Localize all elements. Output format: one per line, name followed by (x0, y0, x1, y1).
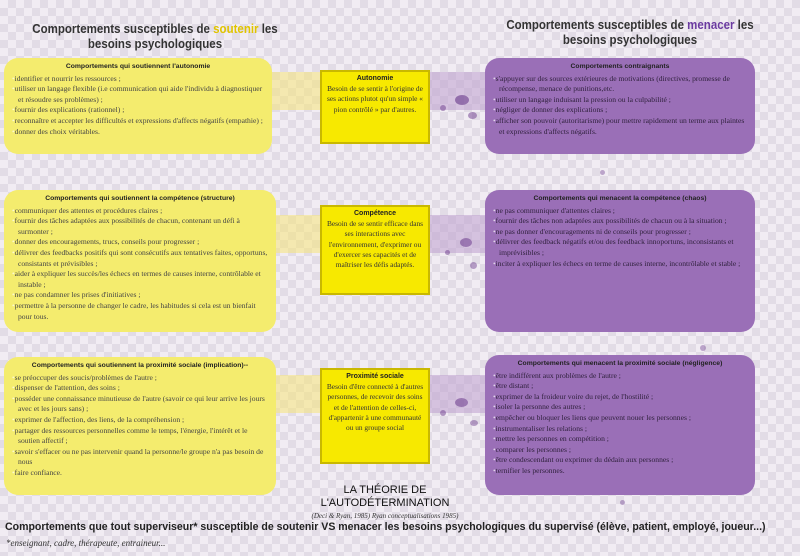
list-item: • s'appuyer sur des sources extérieures de motivations (directives, promesse de récompense, menace de punitions,etc. (493, 74, 747, 95)
list-item: • fournir des tâches adaptées aux possibilités de chacun, contenant un défi à surmonter ; (12, 216, 268, 237)
list-item: • ne pas communiquer d'attentes claires ; (493, 206, 747, 217)
left-column-title (31, 22, 279, 52)
threat-competence-box (485, 190, 755, 332)
list-item: • donner des encouragements, trucs, conseils pour progresser ; (12, 237, 268, 248)
list-item: • fournir des explications (rationnel) ; (12, 105, 264, 116)
list-item: • être distant ; (493, 381, 747, 392)
theory-line-1: LA THÉORIE DE (343, 484, 427, 496)
band-left-3 (275, 375, 325, 413)
splatter-decoration (440, 105, 446, 111)
list-item: • être indifférent aux problèmes de l'autre ; (493, 371, 747, 382)
list-item: • permettre à la personne de changer le cadre, les habitudes si cela est un bienfait pour tous. (12, 301, 268, 322)
list-item: • se préoccuper des soucis/problèmes de l'autre ; (12, 373, 268, 384)
splatter-decoration (445, 250, 450, 255)
support-competence-box (4, 190, 276, 332)
support-social-heading: Comportements qui soutiennent la proximité sociale (implication)-- (31, 362, 249, 369)
threat-autonomy-list (493, 74, 747, 138)
theory-ref-2: Ryan conceptualisations 1985) (371, 512, 459, 520)
list-item: • ne pas condamner les prises d'initiatives ; (12, 290, 268, 301)
list-item: • instrumentaliser les relations ; (493, 424, 747, 435)
list-item: • faire confiance. (12, 468, 268, 479)
footer-note: *enseignant, cadre, thérapeute, entraineur... (6, 538, 166, 548)
threat-social-heading: Comportements qui menacent la proximité sociale (négligence) (517, 360, 723, 367)
list-item: • négliger de donner des explications ; (493, 105, 747, 116)
left-title-after: les besoins psychologiques (87, 22, 278, 51)
splatter-decoration (455, 95, 469, 105)
list-item: • posséder une connaissance minutieuse de l'autre (savoir ce qui leur arrive les jours avec et les jours sans) ; (12, 394, 268, 415)
list-item: • inciter à expliquer les échecs en terme de causes interne, incontrôlable et stable ; (493, 259, 747, 270)
splatter-decoration (440, 410, 446, 416)
support-competence-list (12, 206, 268, 323)
need-social-title: Proximité sociale (346, 373, 404, 380)
list-item: • comparer les personnes ; (493, 445, 747, 456)
support-autonomy-heading: Comportements qui soutiennent l'autonomie (65, 63, 211, 70)
band-left-1 (270, 72, 325, 110)
theory-ref-1: (Deci & Ryan, 1985) (311, 512, 371, 520)
left-title-before: Comportements susceptibles de (32, 22, 214, 36)
list-item: • ternifier les personnes. (493, 466, 747, 477)
list-item: • partager des ressources personnelles comme le temps, l'énergie, l'intérêt et le soutien affectif ; (12, 426, 268, 447)
splatter-decoration (470, 262, 477, 269)
need-autonomy-text: Besoin de se sentir à l'origine de ses actions plutot qu'un simple « pion contrôlé » par d'autres. (327, 84, 423, 114)
list-item: • afficher son pouvoir (autoritarisme) pour mettre rapidement un terme aux plaintes et expressions d'affects négatifs. (493, 116, 747, 137)
list-item: • communiquer des attentes et procédures claires ; (12, 206, 268, 217)
list-item: • être condescendant ou exprimer du dédain aux personnes ; (493, 455, 747, 466)
splatter-decoration (460, 238, 472, 247)
splatter-decoration (600, 170, 605, 175)
theory-line-2: L'AUTODÉTERMINATION (320, 497, 450, 509)
need-social-text: Besoin d'être connecté à d'autres personnes, de recevoir des soins et de l'attention de celles-ci, d'appartenir à une communauté ou un groupe social (326, 382, 424, 433)
list-item: • mettre les personnes en compétition ; (493, 434, 747, 445)
right-column-title (501, 18, 759, 48)
list-item: • reconnaître et accepter les difficultés et expressions d'affects négatifs (empathie) ; (12, 116, 264, 127)
list-item: • dispenser de l'attention, des soins ; (12, 383, 268, 394)
support-autonomy-box (4, 58, 272, 154)
band-left-2 (275, 215, 325, 253)
list-item: • utiliser un langage flexible (i.e communication qui aide l'individu à diagnostiquer et résoudre ses problèmes) ; (12, 84, 264, 105)
need-competence-title: Compétence (353, 210, 396, 217)
right-title-before: Comportements susceptibles de (506, 18, 688, 32)
list-item: • savoir s'effacer ou ne pas intervenir quand la personne/le groupe n'a pas besoin de nous (12, 447, 268, 468)
list-item: • identifier et nourrir les ressources ; (12, 74, 264, 85)
list-item: • délivrer des feedback négatifs et/ou des feedback innoportuns, inconsistants et imprévisibles ; (493, 237, 747, 258)
threat-autonomy-box (485, 58, 755, 154)
list-item: • utiliser un langage induisant la pression ou la culpabilité ; (493, 95, 747, 106)
support-competence-heading: Comportements qui soutiennent la compétence (structure) (45, 195, 235, 202)
need-autonomy-box (320, 70, 430, 144)
right-title-highlight: menacer (687, 18, 735, 32)
theory-title (310, 484, 460, 523)
support-social-box (4, 357, 276, 495)
list-item: • exprimer de l'affection, des liens, de la compréhension ; (12, 415, 268, 426)
list-item: • ne pas donner d'encouragements ni de conseils pour progresser ; (493, 227, 747, 238)
need-social-box (320, 368, 430, 464)
threat-social-list (493, 371, 747, 477)
left-title-highlight: soutenir (213, 22, 259, 36)
footer-main-text: Comportements que tout superviseur* susceptible de soutenir VS menacer les besoins psychologiques du supervisé (élève, patient, employé, joueur...) (5, 521, 766, 533)
splatter-decoration (468, 112, 477, 119)
list-item: • fournir des tâches non adaptées aux possibilités de chacun ou à la situation ; (493, 216, 747, 227)
list-item: • délivrer des feedbacks positifs qui sont consécutifs aux tentatives faites, opportuns, consistants et prévisibles ; (12, 248, 268, 269)
splatter-decoration (620, 500, 625, 505)
splatter-decoration (470, 420, 478, 426)
threat-social-box (485, 355, 755, 495)
list-item: • exprimer de la froideur voire du rejet, de l'hostilité ; (493, 392, 747, 403)
band-right-3 (430, 375, 490, 413)
list-item: • aider à expliquer les succès/les échecs en termes de causes interne, contrôlable et instable ; (12, 269, 268, 290)
threat-competence-list (493, 206, 747, 270)
right-title-after: les besoins psychologiques (562, 18, 754, 47)
need-competence-text: Besoin de se sentir efficace dans ses interactions avec l'environnement, d'exprimer ou d'exercer ses capacités et de maîtriser les défis adaptés. (326, 219, 424, 270)
splatter-decoration (700, 345, 706, 351)
list-item: • empêcher ou bloquer les liens que peuvent nouer les personnes ; (493, 413, 747, 424)
splatter-decoration (455, 398, 468, 407)
support-social-list (12, 373, 268, 479)
support-autonomy-list (12, 74, 264, 138)
need-autonomy-title: Autonomie (356, 75, 394, 82)
list-item: • donner des choix véritables. (12, 127, 264, 138)
need-competence-box (320, 205, 430, 295)
band-right-2 (430, 215, 490, 253)
list-item: • isoler la personne des autres ; (493, 402, 747, 413)
threat-autonomy-heading: Comportements contraignants (570, 63, 670, 70)
threat-competence-heading: Comportements qui menacent la compétence (chaos) (533, 195, 707, 202)
